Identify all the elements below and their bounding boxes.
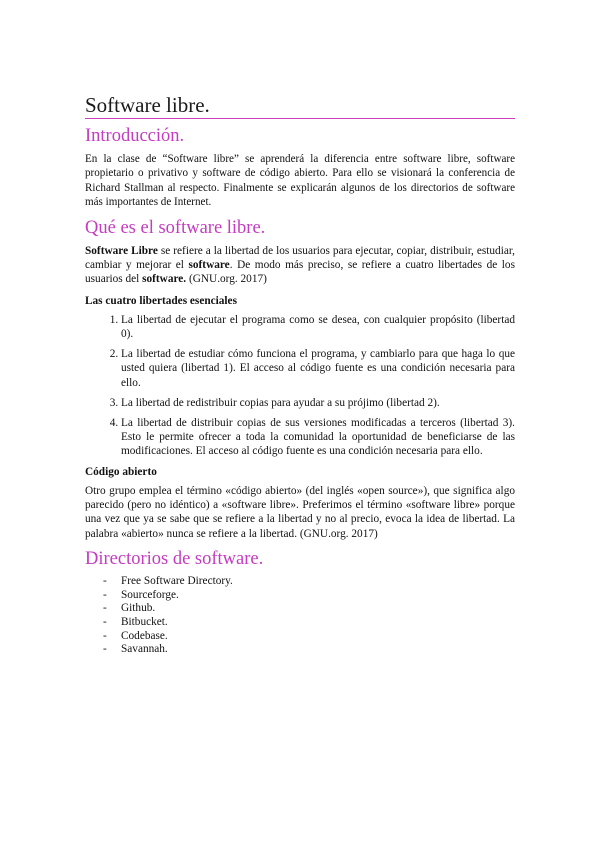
dash-bullet: - — [103, 588, 107, 601]
definition-text-1: se refiere a la libertad de los usuarios para ejecutar, copiar, distribuir, estudiar, cambiar y mejorar el — [85, 244, 515, 272]
directory-name: Github. — [121, 602, 156, 615]
list-item — [103, 575, 515, 589]
list-item — [103, 643, 515, 657]
definition-paragraph — [85, 244, 515, 287]
section-heading-que-es: Qué es el software libre. — [85, 217, 266, 238]
freedoms-list — [85, 313, 515, 459]
list-item — [103, 616, 515, 630]
list-item: 2. La libertad de estudiar cómo funciona el programa, y cambiarlo para que haga lo que usted quiera (libertad 1). El acceso al código fuente es una condición necesaria para ello. — [121, 347, 515, 390]
open-source-paragraph: Otro grupo emplea el término «código abierto» (del inglés «open source»), que significa algo parecido (pero no idéntico) a «software libre». Preferimos el término «software libre» porque una vez que ya se sabe que se refiere a la libertad y no al precio, evoca la idea de libertad. La palabra «abierto» nunca se refiere a la libertad. (GNU.org. 2017) — [85, 484, 515, 540]
dash-bullet: - — [103, 643, 107, 656]
section-heading-directorios: Directorios de software. — [85, 549, 264, 570]
page-title: Software libre. — [85, 92, 515, 119]
list-item: 4. La libertad de distribuir copias de sus versiones modificadas a terceros (libertad 3). Esto le permite ofrecer a toda la comunidad la oportunidad de beneficiarse de las modificaciones. El acceso al código fuente es una condición necesaria para ello. — [121, 416, 515, 459]
open-source-heading: Código abierto — [85, 465, 157, 478]
directory-name: Bitbucket. — [121, 616, 168, 629]
list-item: 1. La libertad de ejecutar el programa como se desea, con cualquier propósito (libertad 0). — [121, 313, 515, 341]
directories-list — [85, 575, 515, 657]
term-software-2: software. — [142, 273, 187, 286]
intro-paragraph: En la clase de “Software libre” se aprenderá la diferencia entre software libre, software propietario o privativo y software de código abierto. Para ello se visionará la conferencia de Richard Stallman al respecto. Finalmente se explicarán algunos de los directorios de software más importantes de Internet. — [85, 153, 515, 209]
term-software-libre: Software Libre — [85, 244, 158, 257]
freedoms-heading: Las cuatro libertades esenciales — [85, 294, 237, 307]
dash-bullet: - — [103, 575, 107, 588]
document-content — [85, 92, 515, 657]
definition-citation: (GNU.org. 2017) — [186, 273, 267, 286]
directory-name: Sourceforge. — [121, 588, 179, 601]
dash-bullet: - — [103, 602, 107, 615]
section-heading-introduccion: Introducción. — [85, 126, 185, 146]
list-item — [103, 602, 515, 616]
definition-text-2: . De modo más preciso, se refiere a cuatro libertades de los usuarios del — [85, 259, 515, 286]
term-software: software — [188, 259, 230, 272]
list-item: 3. La libertad de redistribuir copias para ayudar a su prójimo (libertad 2). — [121, 396, 515, 410]
directory-name: Codebase. — [121, 629, 168, 642]
dash-bullet: - — [103, 616, 107, 629]
directory-name: Free Software Directory. — [121, 575, 233, 588]
list-item — [103, 589, 515, 603]
dash-bullet: - — [103, 629, 107, 642]
list-item — [103, 630, 515, 644]
directory-name: Savannah. — [121, 643, 168, 656]
